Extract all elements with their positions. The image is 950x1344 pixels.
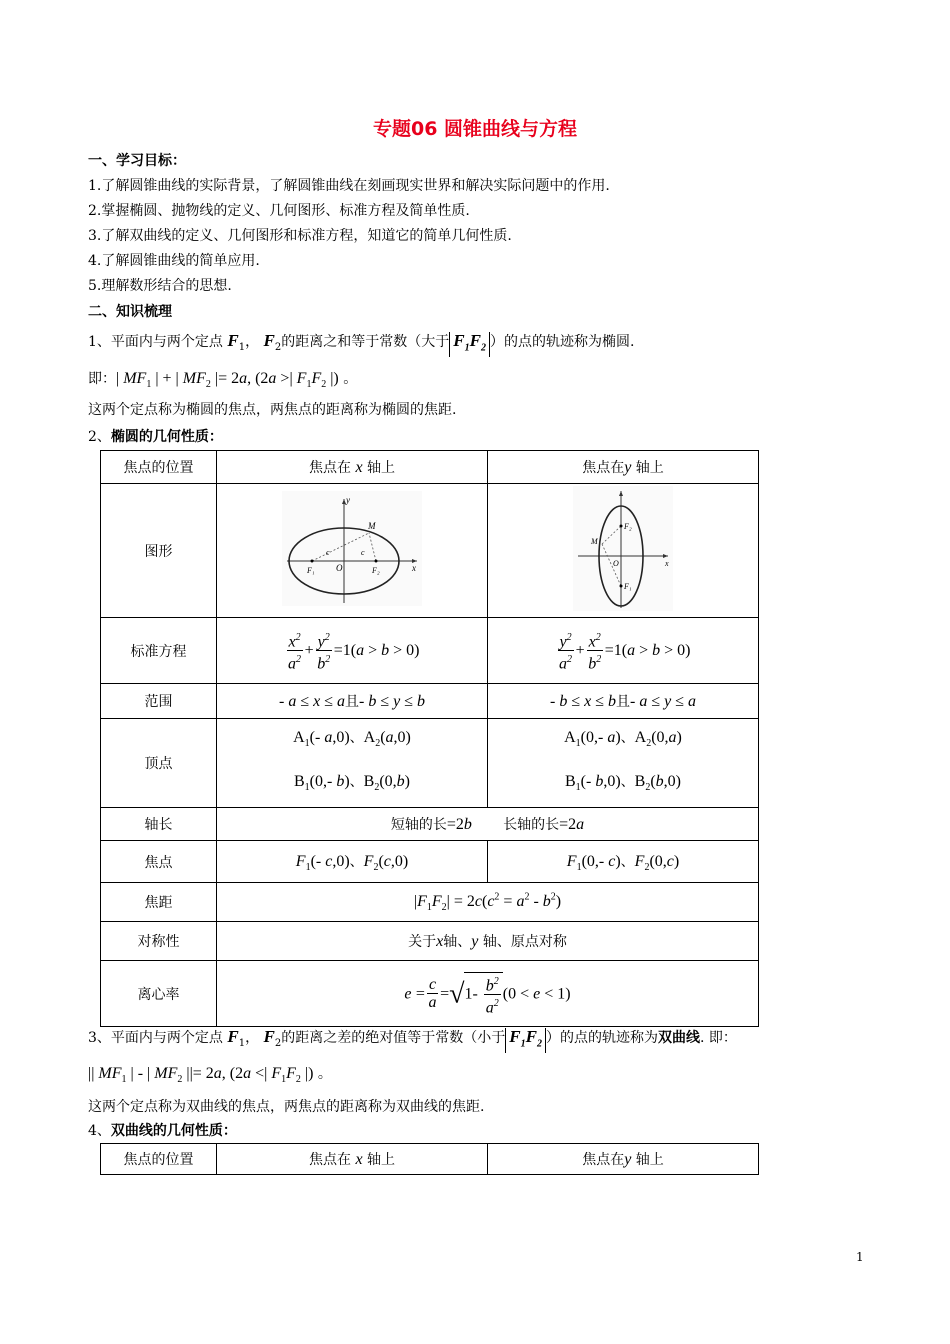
goal-item: 2.掌握椭圆、抛物线的定义、几何图形、标准方程及简单性质. xyxy=(88,203,470,219)
table-header-cell: 焦点在 x 轴上 xyxy=(217,451,488,484)
row-label: 对称性 xyxy=(101,922,217,961)
axis-length: 短轴的长=2b 长轴的长=2a xyxy=(217,808,759,841)
svg-text:F₂: F₂ xyxy=(372,566,380,575)
table-header-cell: 焦点在y 轴上 xyxy=(488,451,759,484)
goal-item: 1.了解圆锥曲线的实际背景，了解圆锥曲线在刻画现实世界和解决实际问题中的作用. xyxy=(88,178,610,194)
ellipse-vertical-diagram xyxy=(573,486,673,611)
focus-x: $F_1(-$ c,0)、$F_2(c,0)$ xyxy=(217,841,488,883)
section-heading-goals: 一、学习目标： xyxy=(88,153,186,169)
row-label: 范围 xyxy=(101,684,217,719)
svg-text:M: M xyxy=(368,521,376,531)
range-y: - b ≤ x ≤ b且- a ≤ y ≤ a xyxy=(488,684,759,719)
svg-text:x: x xyxy=(412,563,416,573)
symmetry: 关于x轴、y 轴、原点对称 xyxy=(217,922,759,961)
focus-y: $F_1(0,-$ c)、$F_2(0,c)$ xyxy=(488,841,759,883)
goal-item: 5.理解数形结合的思想. xyxy=(88,278,232,294)
ellipse-properties-table xyxy=(100,450,759,1027)
vertex-x: $A_1(-$ a,0)、$A_2(a,0)$ $B_1(0,-$ b)、$B_2(0,b)$ xyxy=(217,719,488,808)
table-header-cell: 焦点在y 轴上 xyxy=(488,1144,759,1175)
ellipse-horizontal-diagram xyxy=(282,491,422,606)
goal-item: 4.了解圆锥曲线的简单应用. xyxy=(88,253,260,269)
svg-text:F₁: F₁ xyxy=(624,582,632,591)
row-label: 焦点 xyxy=(101,841,217,883)
hyperbola-properties-table xyxy=(100,1143,759,1175)
svg-text:O: O xyxy=(336,563,343,573)
svg-text:F₁: F₁ xyxy=(307,566,315,575)
svg-text:x: x xyxy=(665,559,669,568)
eccentricity: e = $\frac{c}{a}$ =√1- $\frac{b^2}{a^2}$ (0 < e < 1) xyxy=(217,961,759,1027)
vertex-y: $A_1(0,-$ a)、$A_2(0,a)$ $B_1(-$ b,0)、$B_2(b,0)$ xyxy=(488,719,759,808)
table-header-cell: 焦点的位置 xyxy=(101,451,217,484)
range-x: - a ≤ x ≤ a且- b ≤ y ≤ b xyxy=(217,684,488,719)
svg-text:M: M xyxy=(591,537,598,546)
row-label: 标准方程 xyxy=(101,618,217,684)
ellipse-foci-note: 这两个定点称为椭圆的焦点，两焦点的距离称为椭圆的焦距. xyxy=(88,402,457,418)
ellipse-y-figure xyxy=(488,484,759,618)
hyperbola-properties-heading: 4、双曲线的几何性质： xyxy=(88,1123,237,1139)
row-label: 焦距 xyxy=(101,883,217,922)
focal-distance: $|F_1F_2| = 2c(c^2 = a^2 - b^2)$ xyxy=(217,883,759,922)
hyperbola-definition: 3、平面内与两个定点 $F_1$， $F_2$的距离之差的绝对值等于常数（小于 $F_1F_2$ ）的点的轨迹称为双曲线. 即： xyxy=(88,1027,737,1053)
equation-y: $\frac{y^2}{a^2}$ + $\frac{x^2}{b^2}$ =1(a > b > 0) xyxy=(488,618,759,684)
equation-x: $\frac{x^2}{a^2}$ + $\frac{y^2}{b^2}$ =1(a > b > 0) xyxy=(217,618,488,684)
ellipse-definition: 1、平面内与两个定点 $F_1$， $F_2$的距离之和等于常数（大于 $F_1F_2$ ）的点的轨迹称为椭圆. xyxy=(88,331,634,357)
section-heading-knowledge: 二、知识梳理 xyxy=(88,304,172,320)
svg-text:O: O xyxy=(613,559,619,568)
hyperbola-equation: || $MF_1$ | - | $MF_2$ ||= 2a, (2a <| $F_1F_2$ |) 。 xyxy=(88,1065,332,1086)
row-label: 图形 xyxy=(101,484,217,618)
row-label: 离心率 xyxy=(101,961,217,1027)
page-number: 1 xyxy=(856,1250,864,1264)
row-label: 顶点 xyxy=(101,719,217,808)
svg-text:y: y xyxy=(346,495,350,505)
page-title: 专题06 圆锥曲线与方程 xyxy=(372,118,578,140)
table-header-cell: 焦点的位置 xyxy=(101,1144,217,1175)
hyperbola-foci-note: 这两个定点称为双曲线的焦点，两焦点的距离称为双曲线的焦距. xyxy=(88,1099,485,1115)
ellipse-equation: 即：| $MF_1$ | + | $MF_2$ |= 2a, (2a >| $F_1F_2$ |) 。 xyxy=(88,370,358,391)
ellipse-properties-heading: 2、椭圆的几何性质： xyxy=(88,429,223,445)
ellipse-x-figure xyxy=(217,484,488,618)
table-header-cell: 焦点在 x 轴上 xyxy=(217,1144,488,1175)
row-label: 轴长 xyxy=(101,808,217,841)
svg-text:c: c xyxy=(326,548,330,557)
goal-item: 3.了解双曲线的定义、几何图形和标准方程，知道它的简单几何性质. xyxy=(88,228,512,244)
svg-text:F₂: F₂ xyxy=(624,522,632,531)
svg-text:c: c xyxy=(361,548,365,557)
